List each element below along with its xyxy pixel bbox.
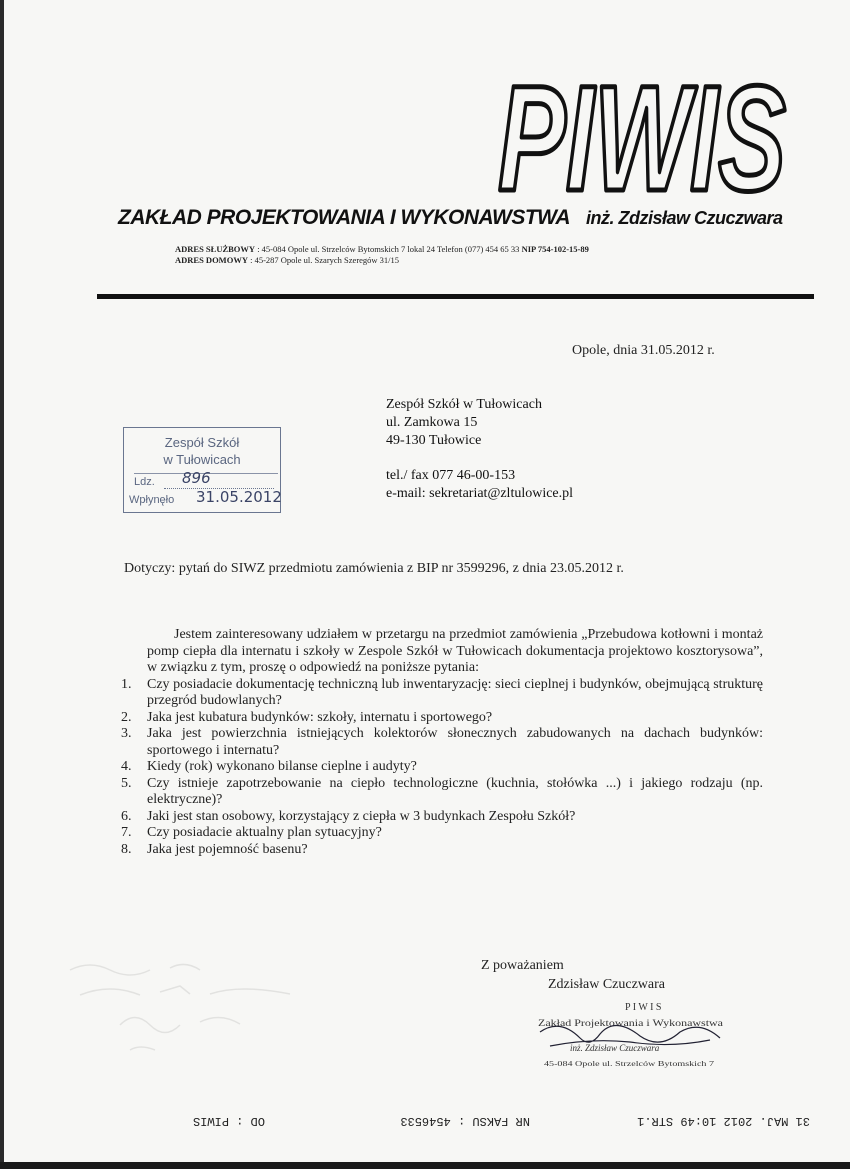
company-name [118,206,818,230]
recipient-street: ul. Zamkowa 15 [386,415,478,430]
recipient-city: 49-130 Tułowice [386,433,482,448]
list-item: 2. Jaka jest kubatura budynków: szkoły, internatu i sportowego? [121,709,493,725]
list-item: 7. Czy posiadacie aktualny plan sytuacyjny? [121,825,382,840]
company-title: ZAKŁAD PROJEKTOWANIA I WYKONAWSTWA [118,206,570,229]
recipient-address [386,396,542,450]
recipient-name: Zespół Szkół w Tułowicach [386,397,542,412]
list-item: 4. Kiedy (rok) wykonano bilanse cieplne i audyty? [121,759,417,774]
logo-text: PIWIS [498,54,786,200]
recipient-phone: tel./ fax 077 46-00-153 [386,468,516,483]
pencil-notes [60,950,380,1060]
company-stamp-line-4: 45-084 Opole ul. Strzelców Bytomskich 7 [544,1059,715,1068]
page-left-edge [0,0,4,1169]
stamp-ldz-label: Ldz. [134,476,155,488]
recipient-contact [386,467,573,503]
list-item: 3. Jaka jest powierzchnia istniejących kolektorów słonecznych zabudowanych na dachach budynków: sportowego i internatu? [121,726,763,758]
fax-number: NR FAKSU : 4546533 [400,1114,530,1128]
recipient-email: e-mail: sekretariat@zltulowice.pl [386,486,574,501]
company-stamp-line-3: inż. Zdzisław Czuczwara [570,1043,660,1053]
fax-sender: OD : PIWIS [192,1114,265,1128]
company-owner: inż. Zdzisław Czuczwara [586,208,783,228]
signer-name: Zdzisław Czuczwara [548,977,665,992]
stamp-received-label: Wpłynęło [129,494,175,506]
company-stamp-line-2: Zakład Projektowania i Wykonawstwa [538,1018,723,1028]
list-item: 8. Jaka jest pojemność basenu? [121,841,308,857]
letter-body [121,627,763,858]
letterhead-divider [97,294,814,299]
office-address: ADRES SŁUŻBOWY : 45-084 Opole ul. Strzelców Bytomskich 7 lokal 24 Telefon (077) 454 65 33 NIP 754-102-15-89 [175,244,589,254]
fax-header [0,1110,850,1130]
question-list [121,676,763,859]
list-item: 1. Czy posiadacie dokumentację techniczną lub inwentaryzację: sieci cieplnej i budynków, obejmującą strukturę przegród budowlanych? [121,676,763,708]
company-stamp [530,996,730,1076]
closing-phrase: Z poważaniem [481,958,564,973]
stamp-ldz-value: 896 [182,469,211,487]
letter-subject: Dotyczy: pytań do SIWZ przedmiotu zamówienia z BIP nr 3599296, z dnia 23.05.2012 r. [124,561,624,576]
company-stamp-line-1: P I W I S [625,1002,662,1013]
fax-timestamp: 31 MAJ. 2012 10:49 STR.1 [637,1114,810,1128]
stamp-line-2: w Tułowicach [163,452,241,467]
home-address: ADRES DOMOWY : 45-287 Opole ul. Szarych Szeregów 31/15 [175,255,400,265]
company-logo [490,50,790,200]
letter-date: Opole, dnia 31.05.2012 r. [572,343,715,358]
letter-intro: Jestem zainteresowany udziałem w przetargu na przedmiot zamówienia „Przebudowa kotłowni i montaż pomp ciepła dla internatu i szkoły w Zespole Szkół w Tułowicach dokumentacja projektowo kosztorysowa”, w związku z tym, proszę o odpowiedź na poniższe pytania: [147,627,763,675]
stamp-line-1: Zespół Szkół [164,435,240,450]
list-item: 6. Jaki jest stan osobowy, korzystający z ciepła w 3 budynkach Zespołu Szkół? [121,808,576,824]
registry-stamp [123,427,281,513]
list-item: 5. Czy istnieje zapotrzebowanie na ciepło technologiczne (kuchnia, stołówka ...) i jakiego rodzaju (np. elektryczne)? [121,775,763,807]
stamp-received-value: 31.05.2012 [196,488,282,506]
page-bottom-edge [0,1162,850,1169]
